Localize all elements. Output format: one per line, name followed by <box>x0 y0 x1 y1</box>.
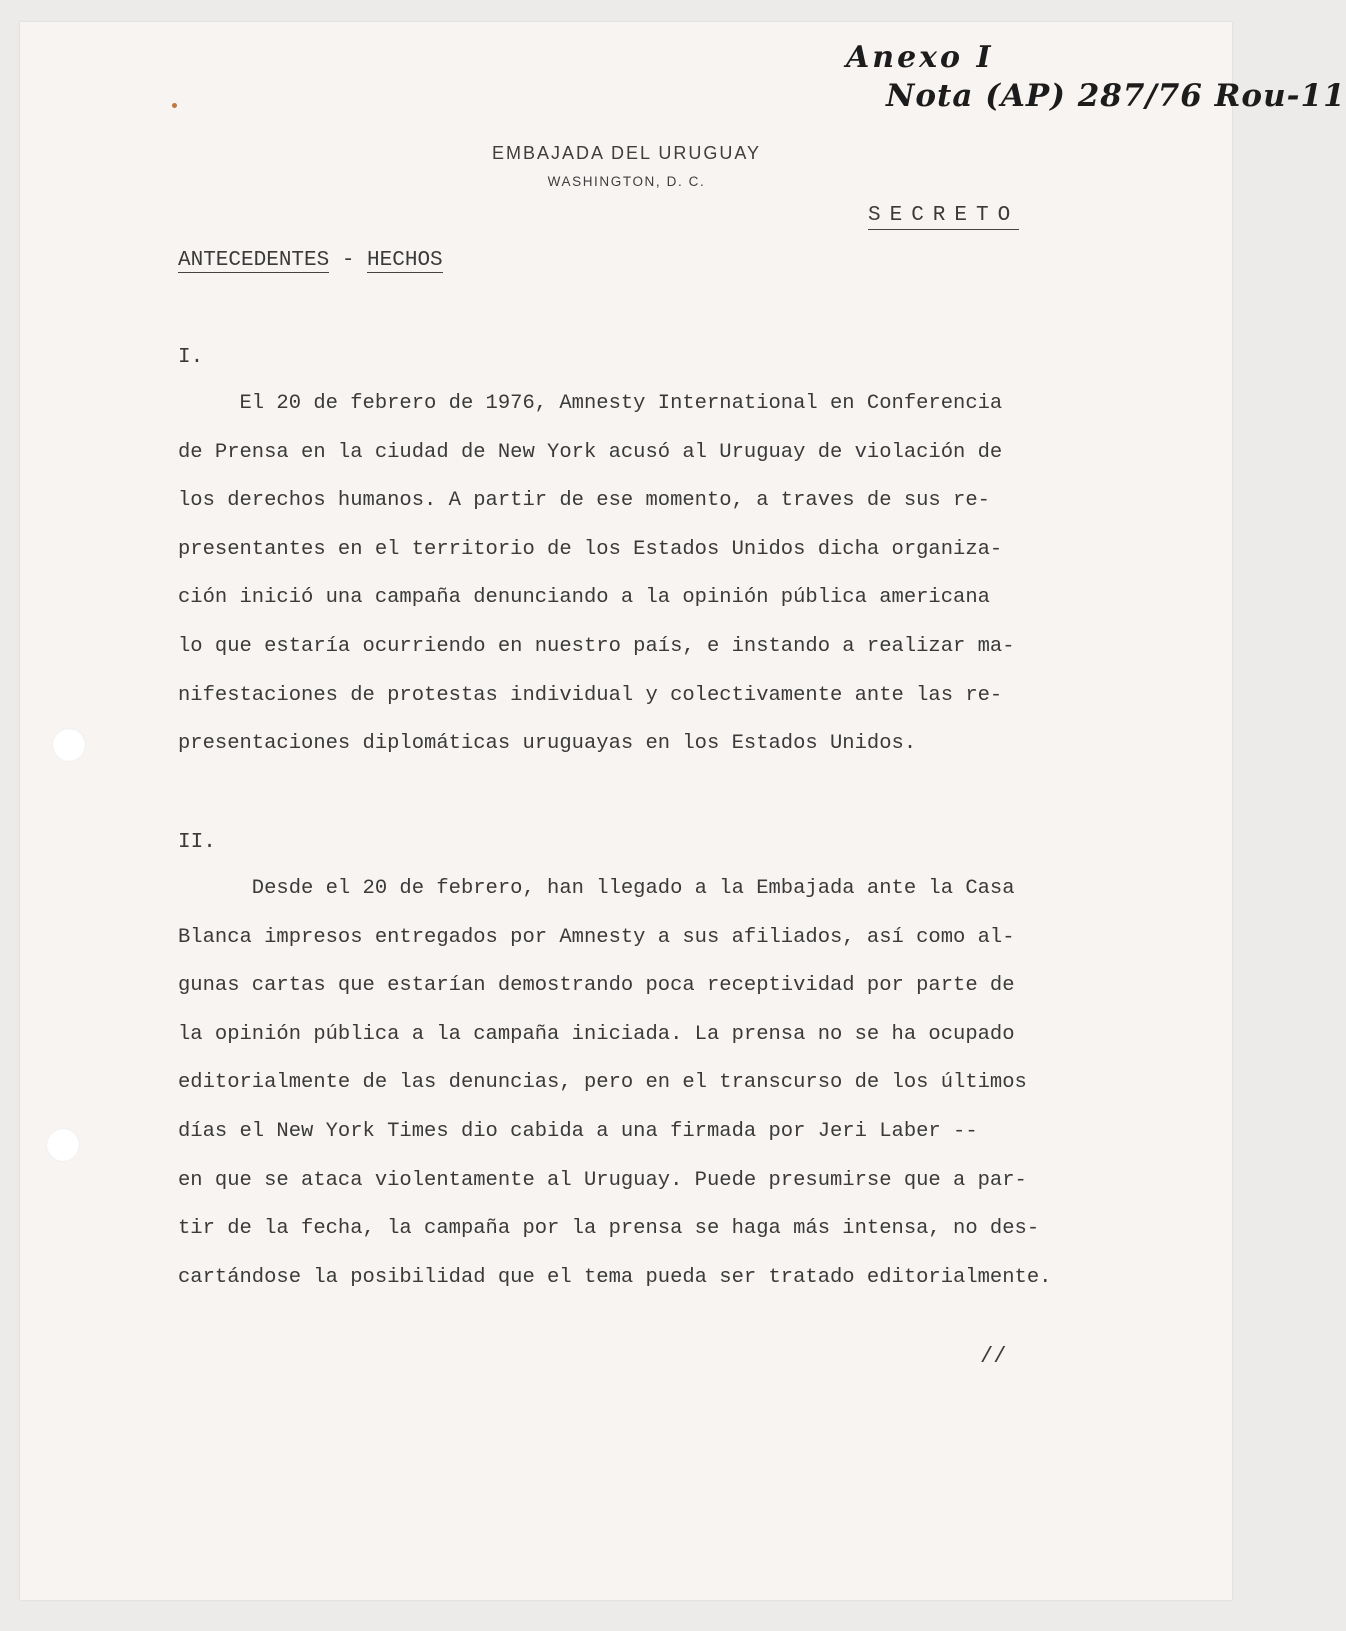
letterhead-city: WASHINGTON, D. C. <box>547 174 706 189</box>
paragraph-line: El 20 de febrero de 1976, Amnesty International en Conferencia <box>178 392 1003 415</box>
subject-heading <box>178 248 443 274</box>
paragraph-line: en que se ataca violentamente al Uruguay. Puede presumirse que a par- <box>178 1168 1027 1192</box>
letterhead-embassy-name: EMBAJADA DEL URUGUAY <box>491 143 762 163</box>
paragraph-line: días el New York Times dio cabida a una firmada por Jeri Laber -- <box>178 1119 978 1143</box>
section-numeral-2: II. <box>178 831 216 854</box>
paragraph-line: ción inició una campaña denunciando a la opinión pública americana <box>178 586 990 610</box>
paragraph-line: Desde el 20 de febrero, han llegado a la Embajada ante la Casa <box>178 877 1015 900</box>
paragraph-line: cartándose la posibilidad que el tema pueda ser tratado editorialmente. <box>178 1265 1052 1289</box>
section-1-paragraph <box>178 380 1015 769</box>
subject-left: ANTECEDENTES <box>178 249 330 272</box>
paragraph-line: gunas cartas que estarían demostrando poca receptividad por parte de <box>178 974 1015 998</box>
subject-right: HECHOS <box>367 249 443 272</box>
paragraph-line: la opinión pública a la campaña iniciada. La prensa no se ha ocupado <box>178 1022 1015 1046</box>
paragraph-line: nifestaciones de protestas individual y colectivamente ante las re- <box>178 683 1003 707</box>
section-numeral-1: I. <box>178 346 204 369</box>
paragraph-line: tir de la fecha, la campaña por la prensa se haga más intensa, no des- <box>178 1217 1040 1241</box>
paragraph-line: de Prensa en la ciudad de New York acusó al Uruguay de violación de <box>178 440 1003 464</box>
subject-separator: - <box>329 249 368 272</box>
punch-hole-bottom <box>46 1128 80 1162</box>
paragraph-line: presentaciones diplomáticas uruguayas en los Estados Unidos. <box>178 732 917 756</box>
paragraph-line: editorialmente de las denuncias, pero en el transcurso de los últimos <box>178 1071 1027 1095</box>
handwritten-annex-label: Anexo I <box>846 40 994 75</box>
section-2-paragraph <box>178 865 1051 1302</box>
paper-speck <box>172 103 177 108</box>
punch-hole-top <box>52 728 86 762</box>
handwritten-note-reference: Nota (AP) 287/76 Rou-11 <box>886 78 1346 114</box>
paragraph-line: lo que estaría ocurriendo en nuestro país, e instando a realizar ma- <box>178 634 1015 658</box>
classification-stamp: SECRETO <box>868 203 1019 230</box>
paragraph-line: los derechos humanos. A partir de ese momento, a traves de sus re- <box>178 489 990 513</box>
continuation-mark: // <box>980 1344 1007 1369</box>
paragraph-line: Blanca impresos entregados por Amnesty a sus afiliados, así como al- <box>178 925 1015 949</box>
paragraph-line: presentantes en el territorio de los Estados Unidos dicha organiza- <box>178 537 1003 561</box>
